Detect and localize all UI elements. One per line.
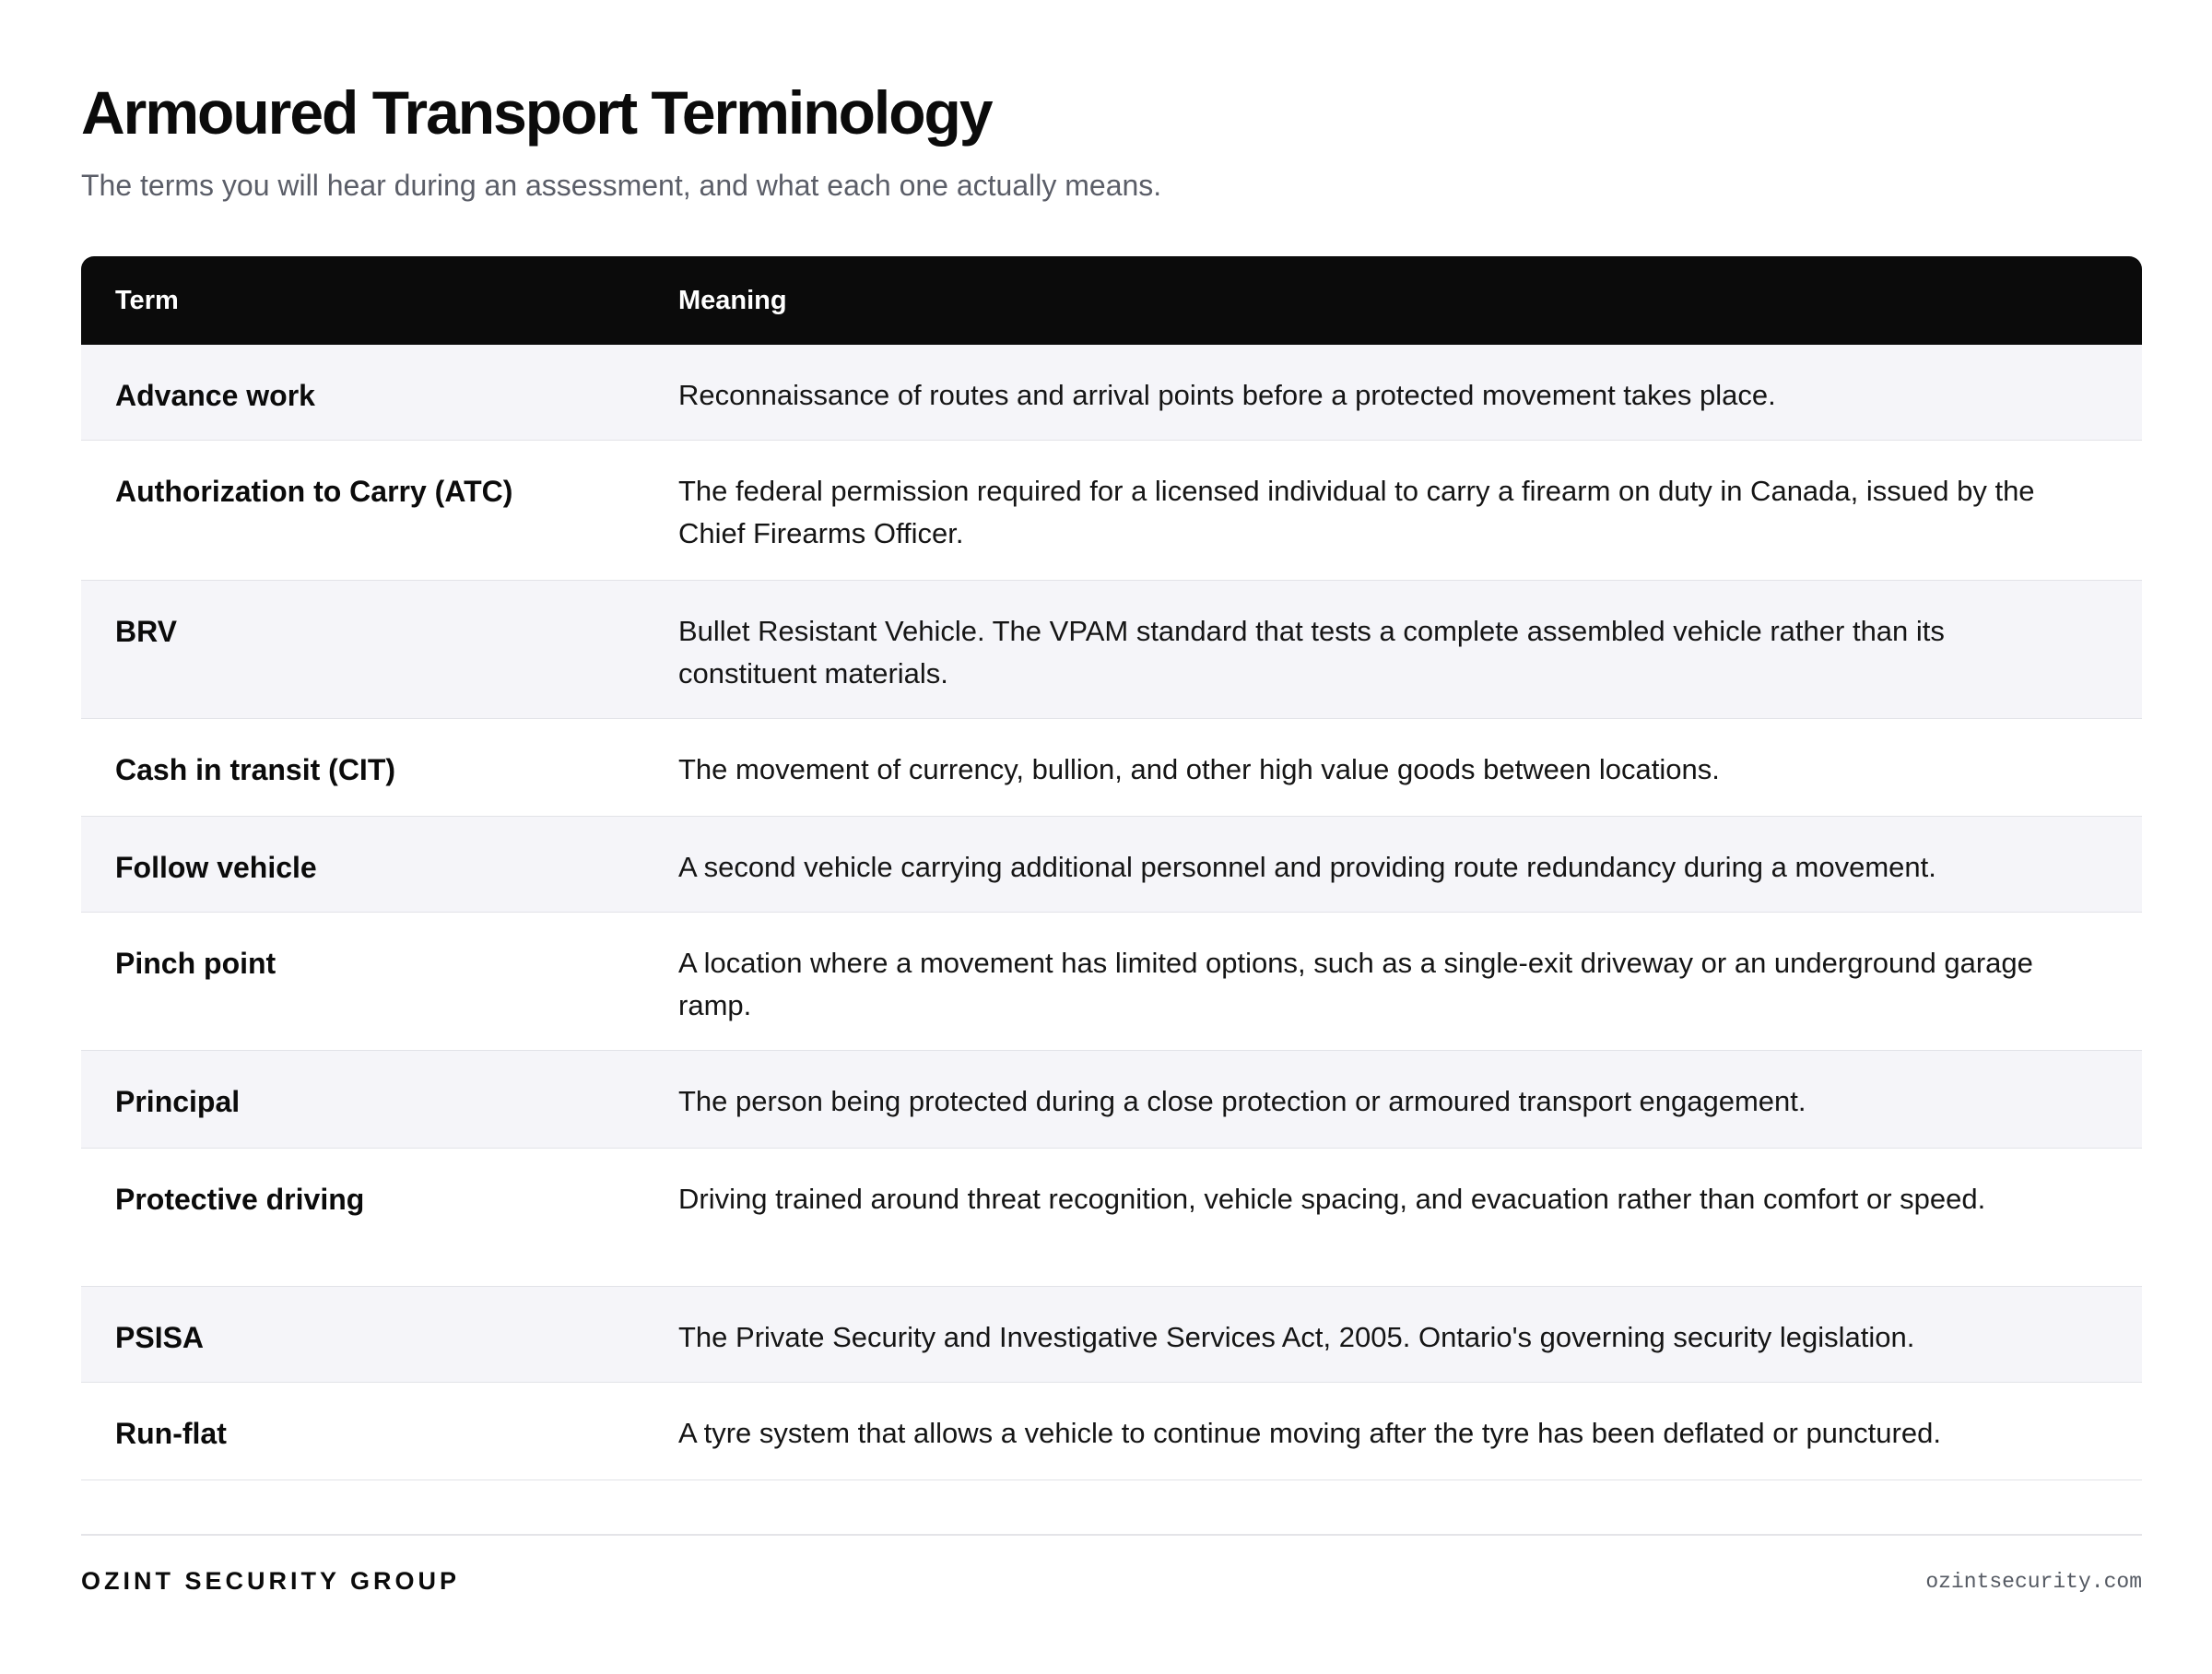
page-subtitle: The terms you will hear during an assessment, and what each one actually means. bbox=[81, 169, 1162, 202]
table-header bbox=[81, 256, 2142, 345]
table-row bbox=[81, 1051, 2142, 1149]
table-row bbox=[81, 581, 2142, 719]
meaning-cell: A tyre system that allows a vehicle to continue moving after the tyre has been deflated or punctured. bbox=[678, 1417, 1941, 1449]
table-row bbox=[81, 1287, 2142, 1383]
terminology-table bbox=[81, 256, 2142, 1480]
column-header-term: Term bbox=[115, 285, 179, 315]
table-row bbox=[81, 719, 2142, 817]
term-cell: Authorization to Carry (ATC) bbox=[115, 475, 513, 508]
table-row bbox=[81, 817, 2142, 913]
footer-website: ozintsecurity.com bbox=[1925, 1570, 2142, 1594]
term-cell: Protective driving bbox=[115, 1183, 365, 1216]
meaning-cell: Bullet Resistant Vehicle. The VPAM standard that tests a complete assembled vehicle rather than its constituent materials. bbox=[678, 615, 1945, 690]
meaning-cell: A location where a movement has limited options, such as a single-exit driveway or an underground garage ramp. bbox=[678, 947, 2033, 1021]
term-cell: PSISA bbox=[115, 1321, 205, 1354]
table-row bbox=[81, 441, 2142, 581]
term-cell: Cash in transit (CIT) bbox=[115, 753, 396, 786]
term-cell: Advance work bbox=[115, 379, 315, 412]
term-cell: Follow vehicle bbox=[115, 851, 317, 884]
term-cell: Pinch point bbox=[115, 947, 276, 980]
meaning-cell: Driving trained around threat recognition, vehicle spacing, and evacuation rather than comfort or speed. bbox=[678, 1183, 1986, 1215]
table-row bbox=[81, 345, 2142, 441]
term-cell: Run-flat bbox=[115, 1417, 227, 1450]
meaning-cell: The Private Security and Investigative Services Act, 2005. Ontario's governing security legislation. bbox=[678, 1321, 1915, 1353]
meaning-cell: The movement of currency, bullion, and other high value goods between locations. bbox=[678, 753, 1720, 785]
meaning-cell: The person being protected during a close protection or armoured transport engagement. bbox=[678, 1085, 1806, 1117]
meaning-cell: Reconnaissance of routes and arrival points before a protected movement takes place. bbox=[678, 379, 1776, 411]
table-row bbox=[81, 1383, 2142, 1480]
footer-divider bbox=[81, 1534, 2142, 1536]
column-header-meaning: Meaning bbox=[678, 285, 787, 315]
meaning-cell: The federal permission required for a licensed individual to carry a firearm on duty in Canada, issued by the Chief Firearms Officer. bbox=[678, 475, 2035, 549]
page-title: Armoured Transport Terminology bbox=[81, 78, 992, 147]
table-row bbox=[81, 1149, 2142, 1287]
term-cell: BRV bbox=[115, 615, 177, 648]
footer-brand: OZINT SECURITY GROUP bbox=[81, 1567, 461, 1595]
term-cell: Principal bbox=[115, 1085, 241, 1118]
table-row bbox=[81, 913, 2142, 1051]
meaning-cell: A second vehicle carrying additional personnel and providing route redundancy during a movement. bbox=[678, 851, 1936, 883]
